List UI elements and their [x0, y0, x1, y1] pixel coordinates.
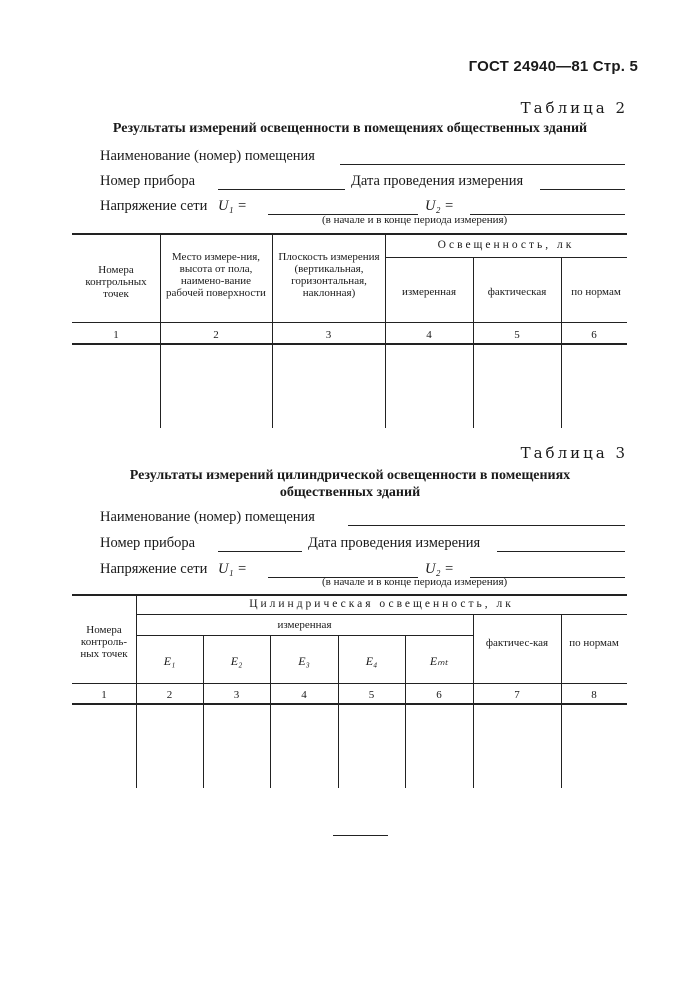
- table2-num: 2: [213, 329, 219, 341]
- table2-num: 6: [591, 329, 597, 341]
- device-field[interactable]: [218, 189, 345, 190]
- room-label: Наименование (номер) помещения: [100, 509, 315, 525]
- voltage-label: Напряжение сети: [100, 561, 208, 577]
- table3-room-row: [0, 509, 700, 529]
- device-label: Номер прибора: [100, 173, 196, 189]
- table3-label: Таблица 3: [520, 444, 628, 462]
- table3-num: 3: [233, 689, 240, 701]
- table3-col-e2: E₂: [230, 654, 243, 668]
- date-label: Дата проведения измерения: [308, 535, 481, 551]
- table2-col-norm: по нормам: [571, 286, 621, 298]
- table2-num: 1: [113, 329, 119, 341]
- table2-num: 5: [514, 329, 520, 341]
- table3-num: 1: [101, 689, 107, 701]
- table3-title-line2: общественных зданий: [279, 485, 421, 500]
- table2-col-plane: Плоскость измерения (вертикальная, горизонтальная, наклонная): [278, 251, 380, 299]
- device-label: Номер прибора: [100, 535, 196, 551]
- u2-label: U₂ =: [425, 198, 454, 214]
- room-label: Наименование (номер) помещения: [100, 148, 315, 164]
- table3-col-e1: E₁: [163, 654, 176, 668]
- room-field[interactable]: [340, 164, 625, 165]
- table3-period-note: (в начале и в конце периода измерения): [322, 576, 508, 588]
- table2-col-place: Место измере-ния, высота от пола, наимено-вание рабочей поверхности: [166, 251, 266, 299]
- table2-period-note: (в начале и в конце периода измерения): [322, 214, 508, 226]
- u1-label: U₁ =: [218, 198, 247, 214]
- table2-col-points: Номера контрольных точек: [85, 264, 147, 300]
- table2-num: 4: [426, 329, 432, 341]
- table3-num: 7: [514, 689, 520, 701]
- table3-title: [60, 467, 640, 501]
- voltage-label: Напряжение сети: [100, 198, 208, 214]
- table3-title-line1: Результаты измерений цилиндрической освещенности в помещениях: [129, 468, 571, 483]
- date-label: Дата проведения измерения: [351, 173, 524, 189]
- date-field[interactable]: [540, 189, 625, 190]
- table3-col-e4: E₄: [365, 654, 378, 668]
- u1-label: U₁ =: [218, 561, 247, 577]
- table2-col-actual: фактическая: [487, 286, 547, 298]
- table2-col-measured: измеренная: [401, 286, 457, 298]
- table3-col-e3: E₃: [298, 654, 310, 668]
- footer-divider: [333, 835, 388, 836]
- table3-col-actual: фактичес-кая: [485, 637, 549, 649]
- u2-label: U₂ =: [425, 561, 454, 577]
- room-field[interactable]: [348, 525, 625, 526]
- table3-col-norm: по нормам: [569, 637, 619, 649]
- table2-col-illuminance: Освещенность, лк: [437, 239, 575, 251]
- table2-device-row: [0, 173, 700, 193]
- table2-title: Результаты измерений освещенности в помещениях общественных зданий: [112, 121, 588, 136]
- table3-num: 2: [166, 689, 173, 701]
- date-field[interactable]: [497, 551, 625, 552]
- table3-num: 6: [436, 689, 442, 701]
- device-field[interactable]: [218, 551, 302, 552]
- table2-room-row: [0, 148, 700, 168]
- table3-device-row: [0, 535, 700, 555]
- table3-col-measured: измеренная: [277, 619, 332, 631]
- page-header: ГОСТ 24940—81 Стр. 5: [468, 58, 638, 75]
- table3-col-points: Номера контроль-ных точек: [80, 624, 128, 660]
- table3-num: 4: [301, 689, 307, 701]
- table3-num: 5: [368, 689, 375, 701]
- table3-num: 8: [591, 689, 597, 701]
- table3-col-emt: Eₘₜ: [429, 654, 449, 668]
- table3-col-cyl-illuminance: Цилиндрическая освещенность, лк: [249, 598, 514, 610]
- table2-label: Таблица 2: [520, 99, 628, 117]
- table2-num: 3: [325, 329, 332, 341]
